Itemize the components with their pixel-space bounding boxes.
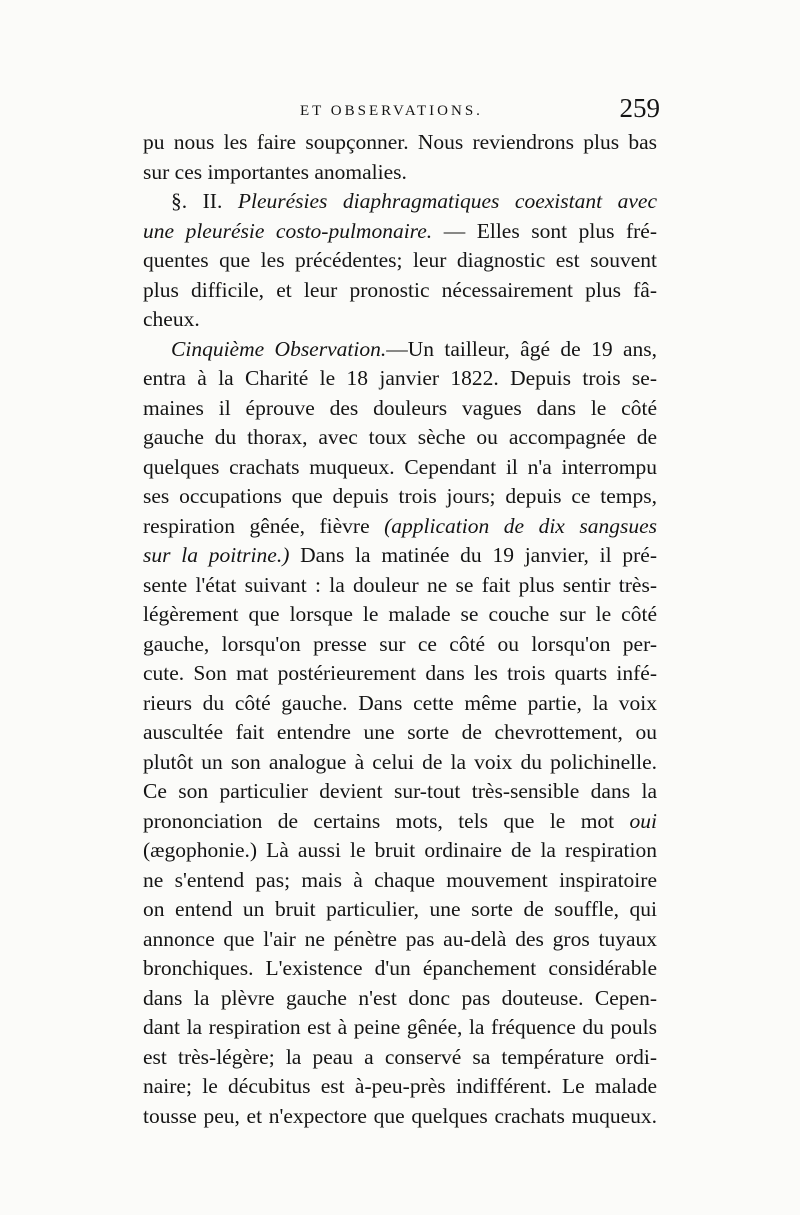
text-line: plutôt un son analogue à celui de la voix du polichinelle. [143, 749, 657, 774]
text-line: sente l'état suivant : la douleur ne se fait plus sentir très- [143, 572, 657, 597]
text-line: respiration gênée, fièvre (application de dix sangsues [143, 513, 657, 538]
text-line: une pleurésie costo-pulmonaire. — Elles sont plus fré- [143, 218, 657, 243]
text-line: cute. Son mat postérieurement dans les trois quarts infé- [143, 661, 657, 685]
text-line: dant la respiration est à peine gênée, la fréquence du pouls [143, 1015, 657, 1039]
text-line: rieurs du côté gauche. Dans cette même partie, la voix [143, 690, 657, 715]
text-line: maines il éprouve des douleurs vagues dans le côté [143, 395, 657, 420]
text-line: est très-légère; la peau a conservé sa température ordi- [143, 1044, 657, 1069]
text-line: on entend un bruit particulier, une sorte de souffle, qui [143, 897, 657, 921]
text-line: légèrement que lorsque le malade se couche sur le côté [143, 602, 657, 626]
text-line: cheux. [143, 307, 200, 331]
text-line: naire; le décubitus est à-peu-près indifférent. Le malade [143, 1074, 657, 1098]
text-line: dans la plèvre gauche n'est donc pas douteuse. Cepen- [143, 985, 657, 1010]
text-line: quelques crachats muqueux. Cependant il n'a interrompu [143, 454, 657, 479]
text-line: quentes que les précédentes; leur diagnostic est souvent [143, 248, 657, 272]
text-line: bronchiques. L'existence d'un épanchement considérable [143, 956, 657, 980]
text-line: prononciation de certains mots, tels que le mot oui [143, 808, 657, 833]
text-line: auscultée fait entendre une sorte de chevrottement, ou [143, 720, 657, 744]
text-line: gauche du thorax, avec toux sèche ou accompagnée de [143, 425, 657, 449]
page-number: 259 [619, 93, 660, 123]
text-line: Ce son particulier devient sur-tout très-sensible dans la [143, 779, 657, 803]
text-line: ne s'entend pas; mais à chaque mouvement inspiratoire [143, 867, 657, 892]
running-title: ET OBSERVATIONS. [300, 103, 483, 119]
text-line: entra à la Charité le 18 janvier 1822. Depuis trois se- [143, 366, 657, 390]
text-line: annonce que l'air ne pénètre pas au-delà des gros tuyaux [143, 926, 657, 951]
text-line: sur ces importantes anomalies. [143, 159, 407, 184]
body-text [143, 128, 657, 1131]
observation-heading-line: Cinquième Observation.—Un tailleur, âgé de 19 ans, [171, 336, 658, 361]
text-line: ses occupations que depuis trois jours; depuis ce temps, [143, 484, 657, 508]
text-line: tousse peu, et n'expectore que quelques crachats muqueux. [143, 1103, 657, 1128]
running-head [140, 93, 660, 129]
text-line: gauche, lorsqu'on presse sur ce côté ou lorsqu'on per- [143, 631, 657, 656]
text-line: sur la poitrine.) Dans la matinée du 19 janvier, il pré- [143, 543, 657, 567]
section-heading-line: §. II. Pleurésies diaphragmatiques coexistant avec [171, 189, 657, 213]
text-line: pu nous les faire soupçonner. Nous reviendrons plus bas [143, 130, 657, 154]
text-line: (ægophonie.) Là aussi le bruit ordinaire de la respiration [143, 838, 657, 862]
text-line: plus difficile, et leur pronostic nécessairement plus fâ- [143, 277, 657, 302]
